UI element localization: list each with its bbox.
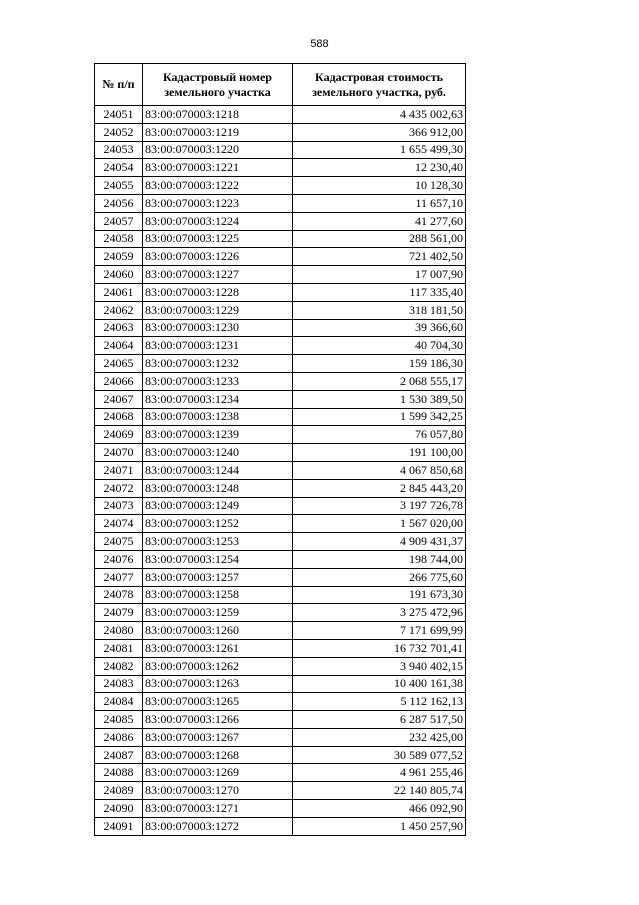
cadastral-number-cell: 83:00:070003:1272 — [143, 817, 293, 835]
cadastral-number-cell: 83:00:070003:1228 — [143, 283, 293, 301]
row-number-cell: 24085 — [95, 711, 143, 729]
cadastral-number-cell: 83:00:070003:1240 — [143, 444, 293, 462]
cadastral-value-cell: 3 197 726,78 — [293, 497, 466, 515]
cadastral-number-cell: 83:00:070003:1230 — [143, 319, 293, 337]
cadastral-value-cell: 12 230,40 — [293, 159, 466, 177]
cadastral-number-cell: 83:00:070003:1229 — [143, 301, 293, 319]
row-number-cell: 24053 — [95, 141, 143, 159]
table-row — [95, 159, 466, 177]
cadastral-value-cell: 39 366,60 — [293, 319, 466, 337]
page-number: 588 — [310, 38, 329, 50]
table-row — [95, 639, 466, 657]
cadastral-number-cell: 83:00:070003:1263 — [143, 675, 293, 693]
row-number-cell: 24090 — [95, 800, 143, 818]
table-row — [95, 194, 466, 212]
cadastral-number-cell: 83:00:070003:1234 — [143, 390, 293, 408]
table-row — [95, 711, 466, 729]
cadastral-value-cell: 159 186,30 — [293, 355, 466, 373]
header-cadastral-number: Кадастровый номер земельного участка — [143, 64, 293, 106]
table-row — [95, 301, 466, 319]
row-number-cell: 24069 — [95, 426, 143, 444]
row-number-cell: 24065 — [95, 355, 143, 373]
cadastral-number-cell: 83:00:070003:1227 — [143, 266, 293, 284]
cadastral-value-table — [94, 63, 466, 836]
table-row — [95, 141, 466, 159]
cadastral-value-cell: 22 140 805,74 — [293, 782, 466, 800]
cadastral-number-cell: 83:00:070003:1262 — [143, 657, 293, 675]
row-number-cell: 24075 — [95, 533, 143, 551]
cadastral-value-cell: 2 845 443,20 — [293, 479, 466, 497]
table-row — [95, 622, 466, 640]
cadastral-number-cell: 83:00:070003:1218 — [143, 106, 293, 124]
row-number-cell: 24054 — [95, 159, 143, 177]
cadastral-value-cell: 288 561,00 — [293, 230, 466, 248]
cadastral-value-cell: 30 589 077,52 — [293, 746, 466, 764]
cadastral-value-cell: 1 450 257,90 — [293, 817, 466, 835]
row-number-cell: 24077 — [95, 568, 143, 586]
row-number-cell: 24063 — [95, 319, 143, 337]
table-row — [95, 586, 466, 604]
cadastral-value-cell: 76 057,80 — [293, 426, 466, 444]
cadastral-value-cell: 10 400 161,38 — [293, 675, 466, 693]
row-number-cell: 24060 — [95, 266, 143, 284]
table-row — [95, 746, 466, 764]
cadastral-value-cell: 721 402,50 — [293, 248, 466, 266]
row-number-cell: 24071 — [95, 461, 143, 479]
cadastral-value-cell: 266 775,60 — [293, 568, 466, 586]
row-number-cell: 24051 — [95, 106, 143, 124]
cadastral-number-cell: 83:00:070003:1267 — [143, 728, 293, 746]
table-header — [95, 64, 466, 106]
header-row-number: № п/п — [95, 64, 143, 106]
cadastral-value-cell: 7 171 699,99 — [293, 622, 466, 640]
row-number-cell: 24066 — [95, 372, 143, 390]
row-number-cell: 24082 — [95, 657, 143, 675]
cadastral-value-cell: 4 435 002,63 — [293, 106, 466, 124]
table-row — [95, 604, 466, 622]
cadastral-value-cell: 191 100,00 — [293, 444, 466, 462]
cadastral-value-cell: 117 335,40 — [293, 283, 466, 301]
table-row — [95, 515, 466, 533]
table-row — [95, 497, 466, 515]
cadastral-number-cell: 83:00:070003:1225 — [143, 230, 293, 248]
row-number-cell: 24080 — [95, 622, 143, 640]
table-row — [95, 728, 466, 746]
cadastral-number-cell: 83:00:070003:1222 — [143, 177, 293, 195]
row-number-cell: 24055 — [95, 177, 143, 195]
cadastral-value-cell: 16 732 701,41 — [293, 639, 466, 657]
table-row — [95, 657, 466, 675]
cadastral-number-cell: 83:00:070003:1220 — [143, 141, 293, 159]
row-number-cell: 24078 — [95, 586, 143, 604]
cadastral-number-cell: 83:00:070003:1254 — [143, 550, 293, 568]
table-row — [95, 764, 466, 782]
table-row — [95, 283, 466, 301]
table-row — [95, 817, 466, 835]
cadastral-number-cell: 83:00:070003:1231 — [143, 337, 293, 355]
row-number-cell: 24074 — [95, 515, 143, 533]
table-row — [95, 568, 466, 586]
table-row — [95, 550, 466, 568]
cadastral-number-cell: 83:00:070003:1270 — [143, 782, 293, 800]
table-row — [95, 230, 466, 248]
row-number-cell: 24070 — [95, 444, 143, 462]
cadastral-value-cell: 6 287 517,50 — [293, 711, 466, 729]
cadastral-value-cell: 466 092,90 — [293, 800, 466, 818]
row-number-cell: 24086 — [95, 728, 143, 746]
cadastral-number-cell: 83:00:070003:1244 — [143, 461, 293, 479]
cadastral-number-cell: 83:00:070003:1268 — [143, 746, 293, 764]
cadastral-value-cell: 41 277,60 — [293, 212, 466, 230]
row-number-cell: 24079 — [95, 604, 143, 622]
cadastral-value-cell: 366 912,00 — [293, 123, 466, 141]
row-number-cell: 24064 — [95, 337, 143, 355]
table-row — [95, 408, 466, 426]
table-row — [95, 212, 466, 230]
cadastral-number-cell: 83:00:070003:1224 — [143, 212, 293, 230]
row-number-cell: 24056 — [95, 194, 143, 212]
cadastral-number-cell: 83:00:070003:1258 — [143, 586, 293, 604]
row-number-cell: 24059 — [95, 248, 143, 266]
cadastral-value-cell: 17 007,90 — [293, 266, 466, 284]
cadastral-number-cell: 83:00:070003:1223 — [143, 194, 293, 212]
row-number-cell: 24089 — [95, 782, 143, 800]
cadastral-number-cell: 83:00:070003:1257 — [143, 568, 293, 586]
cadastral-number-cell: 83:00:070003:1260 — [143, 622, 293, 640]
row-number-cell: 24084 — [95, 693, 143, 711]
cadastral-number-cell: 83:00:070003:1219 — [143, 123, 293, 141]
cadastral-value-cell: 4 961 255,46 — [293, 764, 466, 782]
cadastral-number-cell: 83:00:070003:1239 — [143, 426, 293, 444]
table-row — [95, 106, 466, 124]
row-number-cell: 24087 — [95, 746, 143, 764]
cadastral-value-cell: 1 655 499,30 — [293, 141, 466, 159]
cadastral-value-cell: 1 567 020,00 — [293, 515, 466, 533]
table-header-row — [95, 64, 466, 106]
cadastral-value-cell: 2 068 555,17 — [293, 372, 466, 390]
row-number-cell: 24057 — [95, 212, 143, 230]
cadastral-value-cell: 1 530 389,50 — [293, 390, 466, 408]
table-row — [95, 319, 466, 337]
cadastral-number-cell: 83:00:070003:1261 — [143, 639, 293, 657]
cadastral-value-cell: 198 744,00 — [293, 550, 466, 568]
table-row — [95, 266, 466, 284]
cadastral-number-cell: 83:00:070003:1226 — [143, 248, 293, 266]
cadastral-value-cell: 318 181,50 — [293, 301, 466, 319]
row-number-cell: 24068 — [95, 408, 143, 426]
cadastral-value-cell: 10 128,30 — [293, 177, 466, 195]
row-number-cell: 24073 — [95, 497, 143, 515]
row-number-cell: 24061 — [95, 283, 143, 301]
cadastral-number-cell: 83:00:070003:1266 — [143, 711, 293, 729]
table-row — [95, 533, 466, 551]
table-row — [95, 444, 466, 462]
cadastral-number-cell: 83:00:070003:1232 — [143, 355, 293, 373]
table-row — [95, 123, 466, 141]
table-row — [95, 177, 466, 195]
cadastral-value-cell: 40 704,30 — [293, 337, 466, 355]
cadastral-number-cell: 83:00:070003:1259 — [143, 604, 293, 622]
table-row — [95, 479, 466, 497]
row-number-cell: 24081 — [95, 639, 143, 657]
cadastral-number-cell: 83:00:070003:1269 — [143, 764, 293, 782]
cadastral-value-cell: 11 657,10 — [293, 194, 466, 212]
table-row — [95, 426, 466, 444]
cadastral-value-cell: 232 425,00 — [293, 728, 466, 746]
table-row — [95, 461, 466, 479]
row-number-cell: 24067 — [95, 390, 143, 408]
table-row — [95, 693, 466, 711]
cadastral-number-cell: 83:00:070003:1253 — [143, 533, 293, 551]
table-row — [95, 800, 466, 818]
cadastral-value-cell: 4 067 850,68 — [293, 461, 466, 479]
row-number-cell: 24088 — [95, 764, 143, 782]
row-number-cell: 24076 — [95, 550, 143, 568]
cadastral-number-cell: 83:00:070003:1238 — [143, 408, 293, 426]
cadastral-number-cell: 83:00:070003:1252 — [143, 515, 293, 533]
cadastral-value-cell: 5 112 162,13 — [293, 693, 466, 711]
cadastral-number-cell: 83:00:070003:1221 — [143, 159, 293, 177]
table-body — [95, 106, 466, 836]
table-row — [95, 248, 466, 266]
cadastral-value-cell: 3 940 402,15 — [293, 657, 466, 675]
table-row — [95, 355, 466, 373]
table-row — [95, 337, 466, 355]
cadastral-value-cell: 3 275 472,96 — [293, 604, 466, 622]
cadastral-number-cell: 83:00:070003:1249 — [143, 497, 293, 515]
table-row — [95, 782, 466, 800]
row-number-cell: 24058 — [95, 230, 143, 248]
cadastral-number-cell: 83:00:070003:1265 — [143, 693, 293, 711]
cadastral-value-cell: 191 673,30 — [293, 586, 466, 604]
cadastral-number-cell: 83:00:070003:1233 — [143, 372, 293, 390]
row-number-cell: 24062 — [95, 301, 143, 319]
cadastral-value-cell: 1 599 342,25 — [293, 408, 466, 426]
header-cadastral-value: Кадастровая стоимость земельного участка, руб. — [293, 64, 466, 106]
cadastral-value-cell: 4 909 431,37 — [293, 533, 466, 551]
row-number-cell: 24072 — [95, 479, 143, 497]
cadastral-number-cell: 83:00:070003:1271 — [143, 800, 293, 818]
table-row — [95, 372, 466, 390]
table-row — [95, 390, 466, 408]
cadastral-number-cell: 83:00:070003:1248 — [143, 479, 293, 497]
row-number-cell: 24091 — [95, 817, 143, 835]
row-number-cell: 24083 — [95, 675, 143, 693]
table-row — [95, 675, 466, 693]
row-number-cell: 24052 — [95, 123, 143, 141]
